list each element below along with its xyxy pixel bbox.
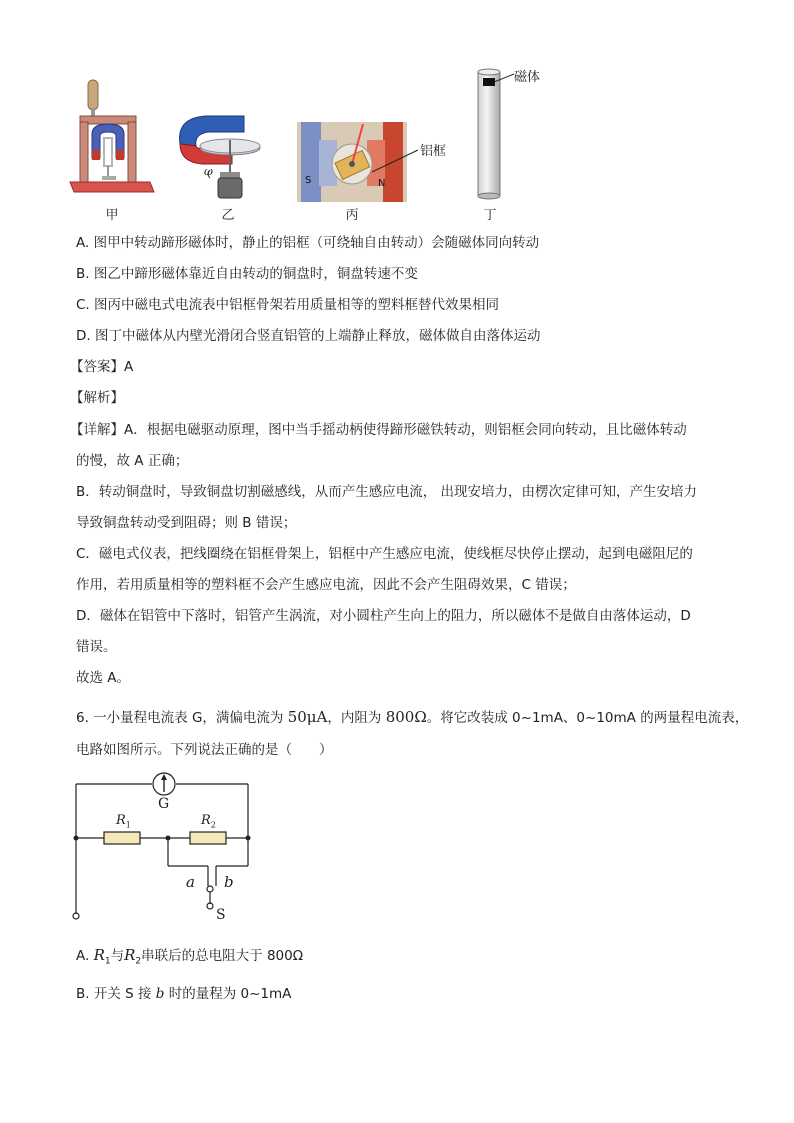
q5-option-c: C. 图丙中磁电式电流表中铝框骨架若用质量相等的塑料框替代效果相同 — [76, 297, 500, 313]
terminal-a-label: a — [186, 873, 195, 891]
q6-option-a-mid: 与 — [110, 948, 125, 964]
q5-analysis-tag: 【解析】 — [70, 390, 124, 406]
q5-option-d: D. 图丁中磁体从内壁光滑闭合竖直铝管的上端静止释放，磁体做自由落体运动 — [76, 328, 541, 344]
q5-option-b: B. 图乙中蹄形磁体靠近自由转动的铜盘时，铜盘转速不变 — [76, 266, 418, 282]
q5-explanation-line: 的慢，故 A 正确； — [76, 453, 189, 469]
q6-option-b-terminal: b — [155, 986, 165, 1002]
q6-option-a-r2-sub: 2 — [135, 956, 142, 967]
q6-internal-resistance: 800Ω — [385, 708, 427, 726]
q6-stem-line1 — [76, 707, 748, 728]
magnet-pointer-line — [492, 70, 516, 84]
q5-explanation-line: D．磁体在铝管中下落时，铝管产生涡流，对小圆柱产生向上的阻力，所以磁体不是做自由落体运动，D — [76, 608, 691, 624]
q5-explanation-line: 【详解】A．根据电磁驱动原理，图中当手摇动柄使得蹄形磁铁转动，则铝框会同向转动，且比磁体转动 — [70, 422, 687, 438]
aluminum-frame-label: 铝框 — [420, 144, 447, 159]
q6-option-a — [76, 945, 303, 972]
frame-pointer-line — [370, 146, 420, 176]
r1-subscript: 1 — [125, 820, 131, 830]
magnet-s-label: S — [305, 175, 312, 186]
q6-stem-part: 6. 一小量程电流表 G，满偏电流为 — [76, 710, 288, 726]
q6-full-scale-current: 50μA — [287, 708, 328, 726]
q6-stem-part: 。将它改装成 0~1mA、0~10mA 的两量程电流表， — [426, 710, 749, 726]
q6-option-a-suffix: 串联后的总电阻大于 800Ω — [141, 948, 304, 964]
q6-stem-line2: 电路如图所示。下列说法正确的是（ ） — [76, 742, 333, 758]
caption-yi: 乙 — [221, 208, 235, 223]
caption-bing: 丙 — [345, 208, 359, 223]
r2-symbol: R — [201, 813, 211, 828]
terminal-b-label: b — [224, 873, 234, 891]
r2-label — [201, 813, 216, 830]
caption-ding: 丁 — [483, 208, 497, 223]
magnet-n-label: N — [378, 178, 386, 189]
q6-option-a-r1-sub: 1 — [104, 956, 111, 967]
figure-yi — [172, 110, 262, 202]
q6-option-a-r1: R — [93, 946, 105, 964]
magnet-label: 磁体 — [514, 70, 541, 85]
q5-answer: 【答案】A — [70, 359, 134, 375]
switch-label: S — [216, 907, 226, 923]
q5-explanation-line: 故选 A。 — [76, 670, 131, 686]
q6-option-b — [76, 984, 291, 1004]
q6-option-a-r2: R — [124, 946, 136, 964]
q6-stem-part: ，内阻为 — [327, 710, 386, 726]
q5-option-a: A. 图甲中转动蹄形磁体时，静止的铝框（可绕轴自由转动）会随磁体同向转动 — [76, 235, 540, 251]
q5-explanation-line: B．转动铜盘时，导致铜盘切割磁感线，从而产生感应电流， 出现安培力，由楞次定律可知，产生安培力 — [76, 484, 698, 500]
caption-jia: 甲 — [105, 208, 119, 223]
omega-label: ω — [204, 165, 213, 178]
figure-jia — [66, 78, 158, 198]
galvanometer-label: G — [158, 796, 170, 812]
figure-ding — [474, 66, 504, 202]
q5-explanation-line: 导致铜盘转动受到阻碍；则 B 错误； — [76, 515, 297, 531]
circuit-diagram — [66, 768, 266, 928]
q6-option-b-suffix: 时的量程为 0~1mA — [164, 986, 292, 1002]
q6-option-b-prefix: B. 开关 S 接 — [76, 986, 156, 1002]
q5-explanation-line: 错误。 — [76, 639, 117, 655]
r1-label — [116, 813, 131, 830]
q5-explanation-line: 作用，若用质量相等的塑料框不会产生感应电流，因此不会产生阻碍效果，C 错误； — [76, 577, 576, 593]
q6-option-a-prefix: A. — [76, 948, 94, 964]
r1-symbol: R — [116, 813, 126, 828]
r2-subscript: 2 — [210, 820, 216, 830]
q5-explanation-line: C．磁电式仪表，把线圈绕在铝框骨架上，铝框中产生感应电流，使线框尽快停止摆动，起到电磁阻尼的 — [76, 546, 693, 562]
